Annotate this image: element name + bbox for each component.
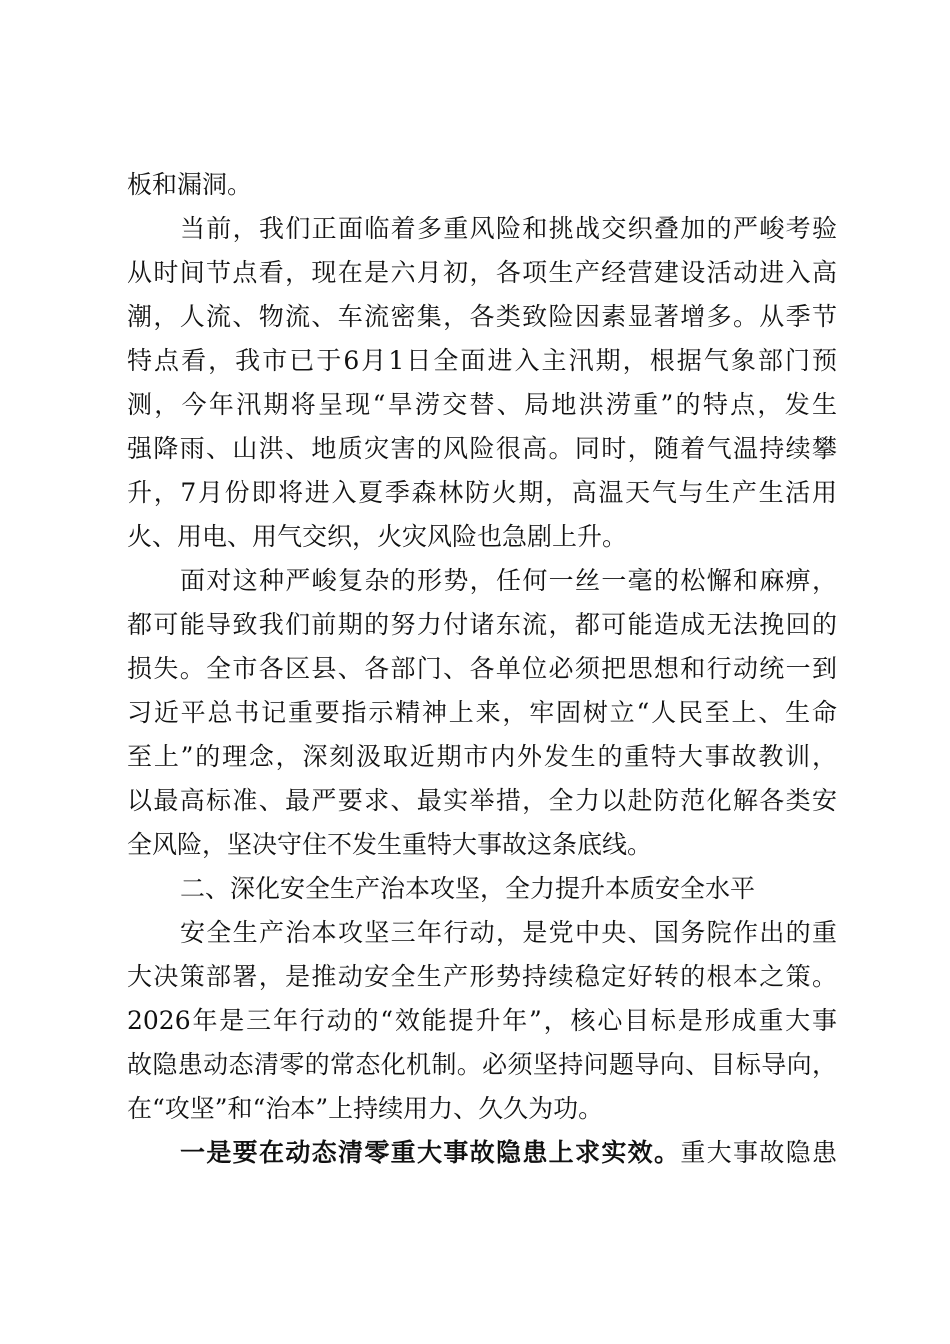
paragraph-line: 损失。全市各区县、各部门、各单位必须把思想和行动统一到 [127,654,837,683]
paragraph-line: 板和漏洞。 [127,170,253,199]
paragraph-line: 都可能导致我们前期的努力付诸东流，都可能造成无法挽回的 [127,610,837,639]
section-heading: 二、深化安全生产治本攻坚，全力提升本质安全水平 [180,874,756,903]
paragraph-line: 潮，人流、物流、车流密集，各类致险因素显著增多。从季节 [127,302,837,331]
paragraph-line: 从时间节点看，现在是六月初，各项生产经营建设活动进入高 [127,258,837,287]
paragraph-line: 大决策部署，是推动安全生产形势持续稳定好转的根本之策。 [127,962,837,991]
paragraph-line: 习近平总书记重要指示精神上来，牢固树立“人民至上、生命 [127,698,837,727]
paragraph-line: 强降雨、山洪、地质灾害的风险很高。同时，随着气温持续攀 [127,434,837,463]
paragraph-line-mixed [180,1135,837,1171]
paragraph-line: 在“攻坚”和“治本”上持续用力、久久为功。 [127,1094,604,1123]
paragraph-text: 重大事故隐患 [680,1138,837,1167]
paragraph-line: 故隐患动态清零的常态化机制。必须坚持问题导向、目标导向， [127,1050,837,1079]
paragraph-line: 安全生产治本攻坚三年行动，是党中央、国务院作出的重 [180,918,837,947]
paragraph-line: 至上”的理念，深刻汲取近期市内外发生的重特大事故教训， [127,742,837,771]
paragraph-line: 火、用电、用气交织，火灾风险也急剧上升。 [127,522,628,551]
paragraph-line: 升，7月份即将进入夏季森林防火期，高温天气与生产生活用 [127,478,837,507]
paragraph-line: 全风险，坚决守住不发生重特大事故这条底线。 [127,830,653,859]
paragraph-line: 当前，我们正面临着多重风险和挑战交织叠加的严峻考验 [180,214,837,243]
bold-lead-text: 一是要在动态清零重大事故隐患上求实效。 [180,1138,681,1167]
paragraph-line: 2026年是三年行动的“效能提升年”，核心目标是形成重大事 [127,1006,837,1035]
paragraph-line: 以最高标准、最严要求、最实举措，全力以赴防范化解各类安 [127,786,837,815]
paragraph-line: 面对这种严峻复杂的形势，任何一丝一毫的松懈和麻痹， [180,566,837,595]
paragraph-line: 特点看，我市已于6月1日全面进入主汛期，根据气象部门预 [127,346,837,375]
paragraph-line: 测，今年汛期将呈现“旱涝交替、局地洪涝重”的特点，发生 [127,390,837,419]
